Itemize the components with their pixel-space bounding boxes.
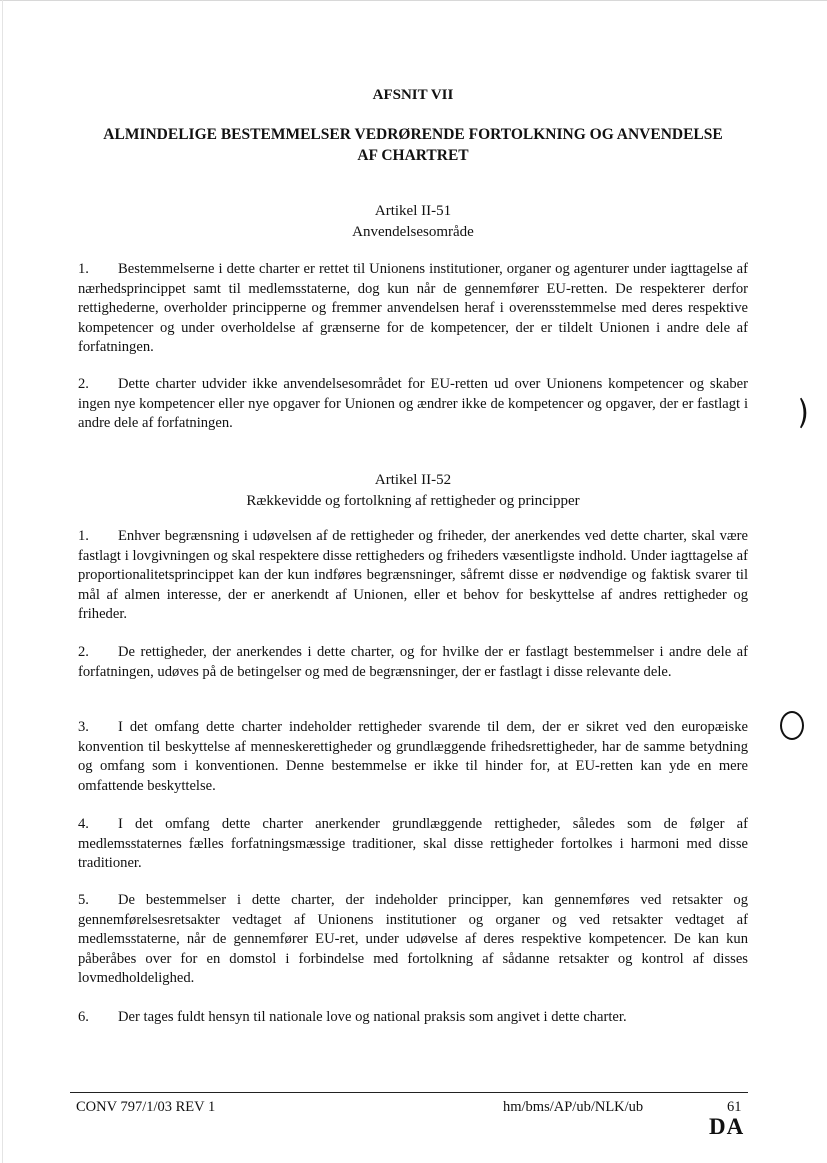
footer-code: hm/bms/AP/ub/NLK/ub <box>503 1099 644 1115</box>
margin-circle-mark <box>780 711 804 740</box>
footer-rule <box>70 1092 748 1093</box>
paragraph-text: I det omfang dette charter anerkender grundlæggende rettigheder, således som de følger af medlemsstaternes fælles forfatningsmæssige traditioner, skal disse rettigheder fortolkes i harmoni med disse traditioner. <box>78 816 748 872</box>
paragraph-number: 3. <box>78 719 89 735</box>
paragraph-number: 6. <box>78 1009 89 1025</box>
page-top-edge <box>0 0 827 1</box>
paragraph-ii-52-1 <box>78 527 748 625</box>
article-subtitle: Rækkevidde og fortolkning af rettigheder og principper <box>246 493 580 509</box>
footer-language: DA <box>709 1114 745 1139</box>
paragraph-text: De rettigheder, der anerkendes i dette charter, og for hvilke der er fastlagt bestemmelser i andre dele af forfatningen, udøves på de betingelser og med de begrænsninger, der er fastlagt i disse relevante dele. <box>78 644 748 680</box>
paragraph-text: Dette charter udvider ikke anvendelsesområdet for EU-retten ud over Unionens kompetencer og skaber ingen nye kompetencer eller nye opgaver for Unionen og ændrer ikke de kompetencer og opgaver, der er fastlagt i andre dele af forfatningen. <box>78 376 748 432</box>
paragraph-ii-52-6 <box>78 1008 748 1028</box>
main-title-line-1: ALMINDELIGE BESTEMMELSER VEDRØRENDE FORTOLKNING OG ANVENDELSE <box>103 126 723 143</box>
paragraph-ii-52-4 <box>78 815 748 874</box>
paragraph-text: I det omfang dette charter indeholder rettigheder svarende til dem, der er sikret ved den europæiske konvention til beskyttelse af menneskerettigheder og grundlæggende frihedsrettigheder, har de samme betydning og omfang som i konventionen. Denne bestemmelse er ikke til hinder for, at EU-retten kan yde en mere omfattende beskyttelse. <box>78 719 748 794</box>
footer-page-number: 61 <box>727 1099 742 1115</box>
page-left-edge <box>2 0 3 1163</box>
paragraph-number: 1. <box>78 261 89 277</box>
margin-arc-mark: ⌒ <box>773 398 806 428</box>
footer-doc-ref: CONV 797/1/03 REV 1 <box>76 1099 216 1115</box>
paragraph-number: 2. <box>78 644 89 660</box>
paragraph-number: 2. <box>78 376 89 392</box>
main-title-line-2: AF CHARTRET <box>357 147 469 164</box>
article-label: Artikel II-51 <box>374 203 452 219</box>
article-heading-ii-51 <box>78 201 748 243</box>
paragraph-ii-52-5 <box>78 891 748 989</box>
section-heading: AFSNIT VII <box>372 87 454 103</box>
paragraph-text: Enhver begrænsning i udøvelsen af de rettigheder og friheder, der anerkendes ved dette charter, skal være fastlagt i lovgivningen og skal respektere disse rettigheders og friheders væsentligste indhold. Under iagttagelse af proportionalitetsprincippet kan der kun indføres begrænsninger, såfremt disse er nødvendige og faktisk svarer til mål af almen interesse, der er anerkendt af Unionen, eller et behov for beskyttelse af andres rettigheder og friheder. <box>78 528 748 623</box>
article-label: Artikel II-52 <box>374 472 452 488</box>
paragraph-ii-52-2 <box>78 643 748 682</box>
paragraph-text: Bestemmelserne i dette charter er rettet til Unionens institutioner, organer og agenturer under iagttagelse af nærhedsprincippet samt til medlemsstaterne, dog kun når de gennemfører EU-retten. De respekterer derfor rettighederne, overholder principperne og fremmer anvendelsen heraf i overensstemmelse med deres respektive kompetencer og under overholdelse af grænserne for de kompetencer, der er tildelt Unionen i andre dele af forfatningen. <box>78 261 748 356</box>
paragraph-number: 5. <box>78 892 89 908</box>
paragraph-ii-51-1 <box>78 260 748 358</box>
paragraph-number: 4. <box>78 816 89 832</box>
paragraph-ii-51-2 <box>78 375 748 434</box>
paragraph-ii-52-3 <box>78 718 748 796</box>
article-subtitle: Anvendelsesområde <box>352 224 474 240</box>
article-heading-ii-52 <box>78 470 748 512</box>
main-title <box>78 124 748 166</box>
paragraph-text: De bestemmelser i dette charter, der indeholder principper, kan gennemføres ved retsakter og gennemførelsesretsakter vedtaget af Unionens institutioner og organer og ved retsakter vedtaget af medlemsstaterne, når de gennemfører EU-ret, under udøvelse af deres respektive kompetencer. De kan kun påberåbes over for en domstol i forbindelse med fortolkning af sådanne retsakter og kontrol af disses lovmedholdelighed. <box>78 892 748 987</box>
paragraph-number: 1. <box>78 528 89 544</box>
paragraph-text: Der tages fuldt hensyn til nationale love og national praksis som angivet i dette charter. <box>118 1009 627 1025</box>
